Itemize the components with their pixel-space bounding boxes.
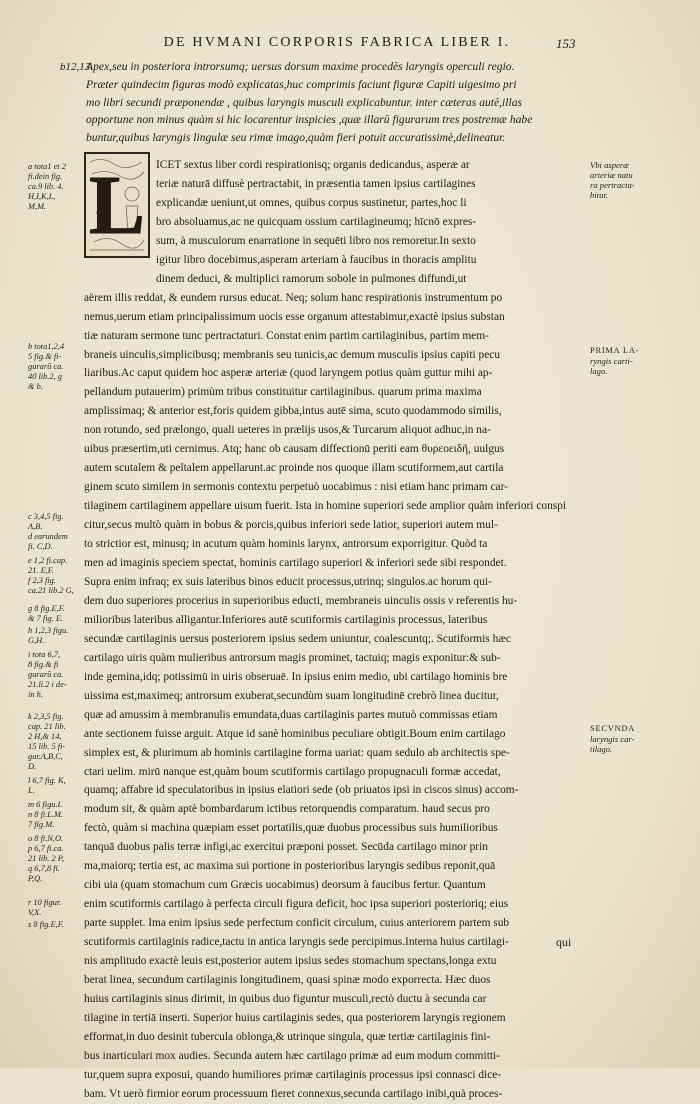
margin-note: a tota1 et 2 fi.dein fig. ca.9 lib. 4. H,I,K,L, M,M. [28, 162, 66, 211]
text-line: ante sectionem fuisse arguit. Atque id sanè hominibus peculiare obtigit.Boum enim cartilago [84, 727, 506, 740]
initial-letter: L [88, 159, 146, 252]
text-line: cibi uia (quam stomachum cum Græcis uocabimus) deorsum à faucibus fertur. Quantum [84, 879, 486, 892]
text-line: modum sit, & quàm aptè bombardarum ictibus retorquendis comparatum. haud secus pro [84, 803, 490, 816]
margin-note: r 10 figur. V,X. [28, 898, 62, 917]
caption-line: Apex,seu in posteriora introrsumq; uersus dorsum maxime procedēs laryngis operculi regio. [86, 60, 515, 73]
text-line: uibus præsertim,uti cernimus. Atq; hanc ob causam diffectionū periti eam θυρεοειδῆ, uulgus [84, 443, 505, 456]
text-line: simplex est, & plurimum ab hominis cartilagine forma uariat: quam sedulo ab architectis spe- [84, 746, 510, 759]
margin-reference: b12,13 [60, 61, 91, 73]
text-line: cartilago uiris quàm mulieribus antrorsum magis prominet, tactuiq; magis exponitur:& sub- [84, 651, 501, 664]
text-line: ctari uelim. mirū nanque est,quàm boum scutiformis cartilago propugnaculi formæ accedat, [84, 765, 501, 778]
text-line: secundæ cartilaginis uersus posteriorem ipsius sedem uniuntur, coalescuntq;. Scutiformis hæc [84, 632, 511, 645]
margin-note: g 8 fig.E,F. & 7 fig. E. [28, 604, 65, 623]
text-line: milioribus lateribus alligantur.Inferiores autē scutiformis cartilaginis processus, lateribus [84, 613, 488, 626]
text-line: tanquā duobus palis terræ infigi,ac exercitui præponi posset. Secūda cartilago minor prin [84, 841, 488, 854]
text-line: enim scutiformis cartilago à perfecta circuli figura deficit, hoc ipsa superiori posterioriq; eius [84, 898, 509, 911]
text-line: quæ ad amussim à membranulis emundata,duas cartilaginis partes mutuò commissas etiam [84, 708, 498, 721]
text-line: explicandæ ueniunt,ut omnes, quibus corpus sustinetur, partes,hoc li [156, 196, 467, 209]
margin-note: i tota 6,7, 8 fig.& fi gurarū ca. 21.li.2 i de- in h. [28, 650, 67, 699]
text-line: ma,maiorq; tertia est, ac maxima sui portione in posterioribus laryngis sedibus reponit,quā [84, 860, 496, 873]
caption-line: mo libri secundi præponendæ , quibus laryngis musculi explicabuntur. inter cæteras autē,illas [86, 95, 523, 109]
text-line: citur,secus multò quàm in bobus & porcis,quibus inferiori sede latior, superiori autem mul- [84, 519, 498, 532]
margin-note: b tota1,2,4 5 fig.& fi- gurarū ca. 40 lib.2, g & b. [28, 342, 65, 391]
text-line: ICET sextus liber cordi respirationisq; organis dedicandus, asperæ ar [156, 159, 470, 171]
caption-line: Præter quindecim figuras modò explicatas,huc comprimis faciunt figuræ Capiti uigesimo pri [86, 77, 517, 91]
text-line: uissima est,maximeq; antrorsum exuberat,secundùm suam longitudinē crebrò linea ducitur, [84, 689, 499, 702]
margin-note-right: PRIMA LA- ryngis carti- lago. [590, 346, 640, 376]
text-line: dinem deduci, & multiplici ramorum sobole in pulmones diffundi,ut [156, 272, 467, 285]
text-line: nis amplitudo exactè leuis est,posterior autem ipsius sedes stomachum spectans,longa extu [84, 955, 497, 968]
text-line: non rotundo, sed prælongo, quali ueteres in prælijs usos,& Turcarum aliquot adhuc,in na- [84, 424, 491, 437]
text-line: dem duo superiores procerius in superioribus educti, membraneis uinculis ossis ν referentis hu- [84, 594, 518, 607]
margin-note: l 6,7 fig. K, L. [28, 776, 66, 795]
margin-note: s 8 fig.E,F. [28, 920, 64, 929]
text-line: bus inarticulari mox audies. Secunda autem hæc cartilago primæ ad eum modum committi- [84, 1049, 500, 1062]
caption-line: opportune non minus quàm si hic locarentur inspicies ,quæ illarū figurarum tres postremæ habe [86, 113, 533, 127]
text-line: scutiformis cartilaginis radice,tactu in antica laryngis sede percipimus.Interna huius cartilagi- [84, 936, 509, 949]
text-line: bam. Vt uerò firmior eorum processuum fieret connexus,secunda cartilago inibi,quà proces- [84, 1087, 503, 1100]
text-line: men ad imaginis speciem spectat, hominis cartilago superiori & inferiori sede sibi respondet. [84, 557, 507, 570]
text-line: ginem scuto similem in sermonis contextu perpetuò uocabimus : nisi etiam hanc primam car- [84, 481, 508, 494]
text-line: igitur libro docebimus,asperam arteriam à faucibus in thoracis amplitu [156, 253, 477, 266]
margin-note: m 6 figu.I. n 8 fi.L.M. 7 fig.M. [28, 800, 64, 829]
text-line: efformat,in duo desinit tubercula oblonga,& utrinque singula, quæ tertiæ cartilaginis fini- [84, 1030, 491, 1043]
text-line: nemus,uerum etiam principalissimum uocis esse organum attestabimur,exactè ipsius substan [84, 310, 505, 323]
margin-note: o 8 fi.N,O. p 6,7 fi.ca. 21 lib. 2 P, q 6,7,8 fi. P,Q. [28, 834, 64, 883]
text-line: to strictior est, minusq; in acutum quàm hominis larynx, antrorsum exporrigitur. Quòd ta [84, 538, 488, 551]
text-line: aërem illis reddat, & eundem rursus educat. Neq; solum hanc respirationis instrumentum po [84, 291, 503, 304]
caption-line: buntur,quibus laryngis lingulæ seu rimæ imago,quàm fieri potuit accuratissimè,delineatur. [86, 131, 506, 145]
text-line: tilagine in tertiā inserti. Superior huius cartilaginis sedes, qua posteriorem laryngis regionem [84, 1011, 506, 1024]
text-line: tiæ naturam sermone tunc pertractaturi. Constat enim partim cartilaginibus, partim mem- [84, 329, 489, 342]
text-line: tur,quem supra exposui, quando humiliores primæ cartilaginis processus ipsi connasci dice- [84, 1068, 502, 1081]
margin-note: e 1,2 fi.cap. 21. E,F. f 2,3 fig. ca.21 lib.2 G, [28, 556, 74, 595]
margin-note-right: SECVNDA laryngis car- tilago. [590, 724, 636, 754]
text-line: amplissimaq; & anterior est,foris quidem gibba,intus autē sima, scuto quodammodo similis, [84, 405, 502, 418]
text-line: braneis uinculis,simplicibusq; membranis seu tunicis,ac demum musculis ipsius capiti pecu [84, 348, 501, 361]
margin-note: k 2,3,5 fig. cap. 21 lib. 2 H,& 14, 15 lib. 5 fi- gur.A,B,C, D. [28, 712, 66, 771]
text-line: bro absoluamus,ac ne quicquam ossium cartilagineumq; hīcnō expres- [156, 215, 477, 228]
text-line: liaribus.Ac caput quidem hoc asperæ arteriæ (quod laryngem potius quàm guttur mihi ap- [84, 367, 493, 380]
text-line: quamq; affabre id speculatoribus in ipsius elatiori sede (ob priuatos ipsi in ciscos sinus) accom- [84, 784, 519, 797]
text-line: parte supplet. Ima enim ipsius sede perfectum conficit circulum, cuius anteriorem partem sub [84, 917, 510, 930]
text-line: huius cartilaginis sinus dirimit, in quibus duo figuntur musculi,rectò ductu à secunda car [84, 992, 487, 1005]
catchword: qui [556, 935, 572, 949]
text-line: autem scutalem & peltalem appellarunt.ac proinde nos quoque illam scutiformem,aut cartila [84, 462, 504, 475]
text-line: tilaginem cartilaginem appellare uisum fuerit. Ista in homine superiori sede amplior quàm inferiori conspi [84, 500, 567, 513]
text-line: berat linea, secundum cartilaginis longitudinem, quasi spinæ modo exporrecta. Hæc duos [84, 973, 491, 986]
text-line: fectò, quàm si machina quæpiam esset portatilis,quæ duobus processibus suis humilioribus [84, 822, 498, 835]
text-line: Supra enim infraq; ex suis lateribus binos educit processus,utrinq; singulos.ac horum qui- [84, 575, 492, 588]
margin-note: c 3,4,5 fig. A,B. d earundem fi. C,D. [28, 512, 68, 551]
text-line: teriæ naturā diffusè pertractabit, in præsentia tamen ipsius cartilagines [156, 177, 476, 190]
page-number: 153 [556, 36, 576, 51]
text-line: sum, à musculorum enarratione in sequēti libro nos remoretur.In sexto [156, 234, 476, 247]
main-text [84, 156, 574, 1104]
figure-caption-block [86, 58, 576, 147]
margin-note: h 1,2,3 figu. G,H. [28, 626, 69, 645]
running-head: DE HVMANI CORPORIS FABRICA LIBER I. [163, 35, 511, 50]
text-line: pellandum putauerim) primùm tribus constituitur cartilaginibus. quarum prima maxima [84, 386, 482, 399]
margin-note-right: Vbi asperæ arteriæ natu ra pertracta- bitur. [590, 160, 635, 200]
text-line: inde gemina,idq; potissimū in uiris obseruaē. In ipsius enim medio, ubi cartilago hominis bre [84, 670, 508, 683]
